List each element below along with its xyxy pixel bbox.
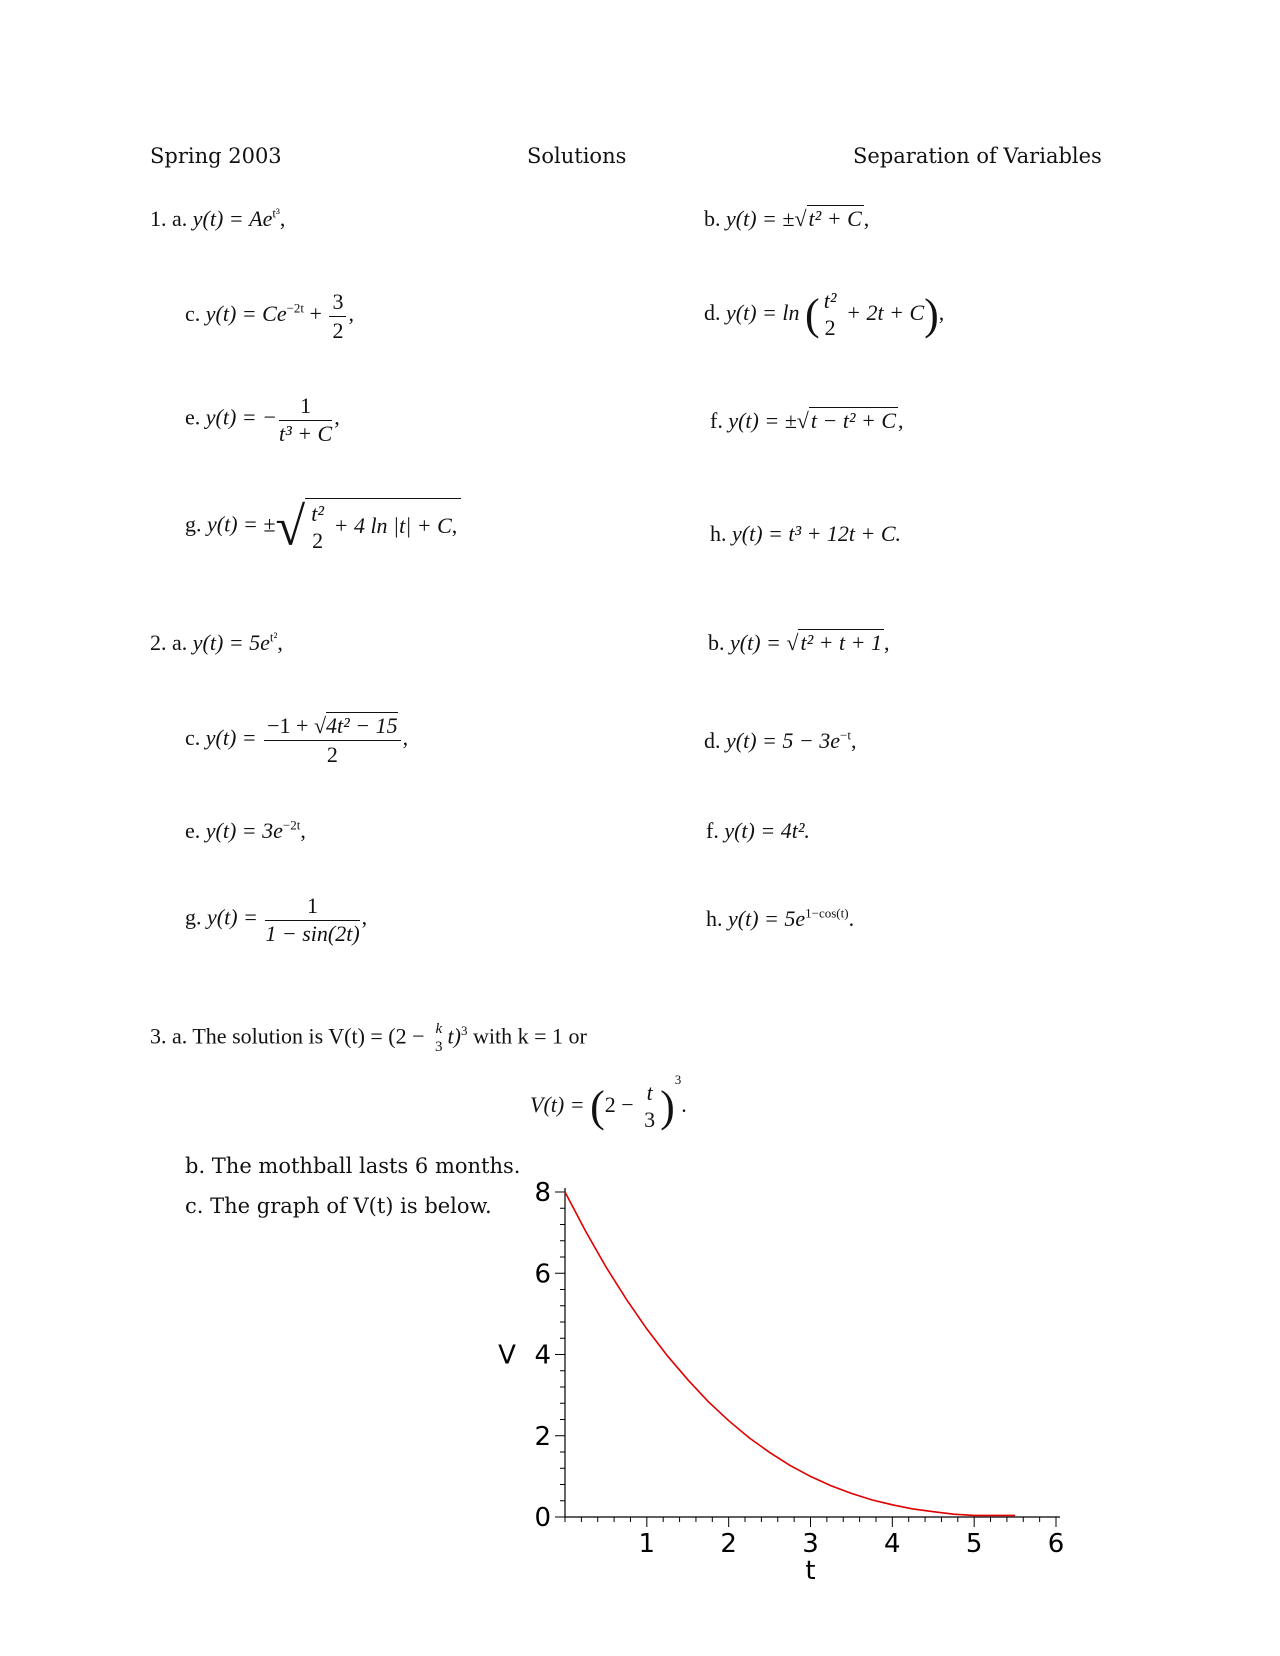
p1-b-label: b. xyxy=(704,206,721,231)
p2-c-lhs: y(t) = xyxy=(205,725,257,751)
p2-e-exp: −2t xyxy=(282,817,301,833)
p1-f-label: f. xyxy=(710,408,723,433)
x-tick-label: 4 xyxy=(884,1529,901,1559)
p3-a-kden: 3 xyxy=(435,1039,443,1055)
p2-h xyxy=(706,906,854,932)
x-tick-label: 6 xyxy=(1047,1529,1065,1559)
p2-f xyxy=(706,818,810,844)
p3-a-knum: k xyxy=(435,1021,443,1037)
p1-d xyxy=(704,288,944,342)
p1-c-label: c. xyxy=(185,301,201,327)
p1-e-num: 1 xyxy=(279,392,332,421)
p3-a-text-post: with k = 1 or xyxy=(473,1023,587,1049)
p3-display-lhs: V(t) = xyxy=(530,1092,585,1117)
p1-b-lhs: y(t) = ± xyxy=(726,206,795,231)
p2-b-lhs: y(t) = xyxy=(730,630,781,655)
p1-e-den: t³ + C xyxy=(279,420,333,446)
p3-display-two: 2 − xyxy=(604,1092,634,1117)
p1-e-frac xyxy=(279,392,332,447)
p2-g-tail: , xyxy=(361,904,368,930)
p2-c-num-pre: −1 + xyxy=(267,713,309,738)
p2-g xyxy=(185,892,367,947)
x-tick-label: 1 xyxy=(638,1529,656,1559)
p1-c-frac xyxy=(329,288,346,344)
p3-display-num: t xyxy=(646,1080,653,1105)
p1-h-expr: y(t) = t³ + 12t + C. xyxy=(732,521,902,546)
p3-a xyxy=(150,1020,587,1057)
y-tick-label: 6 xyxy=(534,1259,551,1290)
p3-a-exp: 3 xyxy=(461,1023,468,1039)
p1-d-lhs: y(t) = ln xyxy=(726,300,800,325)
p1-a-lhs: y(t) = xyxy=(192,206,244,231)
y-tick-label: 2 xyxy=(534,1421,551,1452)
p1-e-tail: , xyxy=(334,404,340,430)
p3-number: 3. xyxy=(150,1023,167,1049)
volume-chart xyxy=(490,1165,1090,1585)
right-paren-icon: ) xyxy=(660,1081,675,1131)
p1-a-exp: t³ xyxy=(272,205,280,221)
p2-h-tail: . xyxy=(848,906,855,931)
p2-d-exp: −t xyxy=(840,727,851,743)
p2-f-expr: y(t) = 4t². xyxy=(724,818,810,843)
p3-display-den: 3 xyxy=(644,1107,656,1133)
p2-e-lhs: y(t) = 3e xyxy=(205,818,283,843)
p3-a-text-mid: t) xyxy=(447,1023,461,1049)
p2-h-exp: 1−cos(t) xyxy=(805,905,849,921)
p1-d-rest: + 2t + C xyxy=(846,300,925,325)
p1-d-label: d. xyxy=(704,300,721,325)
y-tick-label: 0 xyxy=(534,1503,551,1533)
p1-d-tail: , xyxy=(938,300,945,325)
sqrt-icon: √ xyxy=(313,713,327,738)
p1-e-label: e. xyxy=(185,404,201,430)
y-tick-label: 4 xyxy=(534,1340,551,1371)
sqrt-icon: √ xyxy=(796,408,809,433)
y-tick-label: 8 xyxy=(534,1178,551,1208)
p1-e xyxy=(185,392,340,447)
p2-g-lhs: y(t) = xyxy=(207,904,258,930)
p1-number: 1. xyxy=(150,206,167,231)
p1-c-den: 2 xyxy=(332,317,344,343)
p2-b xyxy=(708,630,889,656)
p1-g-num: t² xyxy=(311,501,324,526)
p1-c-plus: + xyxy=(309,301,322,327)
p3-a-frac xyxy=(432,1020,446,1057)
p1-c-num: 3 xyxy=(329,288,346,317)
p1-c-tail: , xyxy=(348,301,354,327)
p2-b-rad: t² + t + 1 xyxy=(800,630,882,655)
p2-c-tail: , xyxy=(402,725,409,751)
p1-c xyxy=(185,288,354,344)
p2-d-lhs: y(t) = 5 − 3e xyxy=(726,728,840,753)
header-right: Separation of Variables xyxy=(853,144,1102,168)
p1-h-label: h. xyxy=(710,521,727,546)
p3-a-text-pre: a. The solution is V(t) = (2 − xyxy=(172,1023,425,1049)
right-paren-icon: ) xyxy=(924,289,939,339)
p1-g-den: 2 xyxy=(312,528,324,554)
p2-g-frac xyxy=(265,892,359,947)
p1-c-exp: −2t xyxy=(286,300,305,316)
left-paren-icon: ( xyxy=(805,289,820,339)
p1-f-rad: t − t² + C xyxy=(810,408,897,433)
p1-f-lhs: y(t) = ± xyxy=(728,408,797,433)
p1-b-tail: , xyxy=(863,206,870,231)
p2-h-lhs: y(t) = 5e xyxy=(728,906,806,931)
x-tick-label: 2 xyxy=(720,1529,737,1559)
p1-g-rest: + 4 ln |t| + C xyxy=(333,513,452,538)
header-center: Solutions xyxy=(527,144,627,168)
p1-a-expr: Ae xyxy=(249,206,273,231)
p1-f xyxy=(710,408,904,434)
p2-e-tail: , xyxy=(300,818,306,843)
p2-a-lhs: y(t) = 5e xyxy=(192,630,270,655)
p1-a xyxy=(150,206,285,232)
x-tick-label: 3 xyxy=(802,1529,819,1559)
y-axis-label: V xyxy=(498,1340,516,1371)
x-axis-label: t xyxy=(805,1556,816,1585)
sqrt-icon: √ xyxy=(794,206,807,231)
header-left: Spring 2003 xyxy=(150,144,282,168)
p2-a-tail: , xyxy=(277,630,283,655)
p2-c-den: 2 xyxy=(326,741,338,767)
x-tick-label: 5 xyxy=(965,1529,983,1559)
p1-h xyxy=(710,521,901,547)
p2-a xyxy=(150,630,283,656)
p2-d-tail: , xyxy=(850,728,857,753)
p1-a-tail: , xyxy=(279,206,286,231)
p2-c-label: c. xyxy=(185,725,201,751)
sqrt-icon: √ xyxy=(786,630,799,655)
p2-e xyxy=(185,818,306,844)
p2-b-tail: , xyxy=(883,630,890,655)
p2-c-num-rad: 4t² − 15 xyxy=(326,713,398,738)
series-line xyxy=(565,1192,1015,1515)
p2-d xyxy=(704,728,856,754)
p3-display-frac xyxy=(641,1080,658,1134)
p2-b-label: b. xyxy=(708,630,725,655)
p2-f-label: f. xyxy=(706,818,719,843)
p1-c-lhs: y(t) = Ce xyxy=(205,301,287,327)
p3-display-tail: . xyxy=(681,1092,687,1117)
p2-h-label: h. xyxy=(706,906,723,931)
p1-g-frac xyxy=(309,501,326,555)
p1-d-frac xyxy=(822,288,839,342)
p2-c xyxy=(185,712,408,768)
p1-g-tail: , xyxy=(451,513,458,538)
p1-g xyxy=(185,498,461,555)
p2-number: 2. xyxy=(150,630,167,655)
p2-c-frac xyxy=(264,712,400,768)
sqrt-icon: √ xyxy=(275,496,306,557)
p3-c: c. The graph of V(t) is below. xyxy=(185,1194,492,1218)
p2-d-label: d. xyxy=(704,728,721,753)
p2-a-exp: t² xyxy=(269,629,278,645)
p3-display-exp: 3 xyxy=(674,1072,682,1087)
p1-f-tail: , xyxy=(898,408,904,433)
p2-e-label: e. xyxy=(185,818,201,843)
p1-a-label: a. xyxy=(172,206,188,231)
left-paren-icon: ( xyxy=(590,1081,605,1131)
p1-b xyxy=(704,206,869,232)
p2-g-den: 1 − sin(2t) xyxy=(265,920,360,946)
p1-d-num: t² xyxy=(823,288,837,313)
p3-b: b. The mothball lasts 6 months. xyxy=(185,1154,521,1178)
p1-b-rad: t² + C xyxy=(808,206,862,231)
p1-g-lhs: y(t) = ± xyxy=(207,511,276,537)
p3-display xyxy=(530,1072,687,1134)
p2-a-label: a. xyxy=(172,630,188,655)
p2-g-label: g. xyxy=(185,904,202,930)
p1-g-label: g. xyxy=(185,511,202,537)
p1-e-lhs: y(t) = − xyxy=(205,404,277,430)
p1-d-den: 2 xyxy=(824,315,836,341)
p2-g-num: 1 xyxy=(265,892,359,921)
